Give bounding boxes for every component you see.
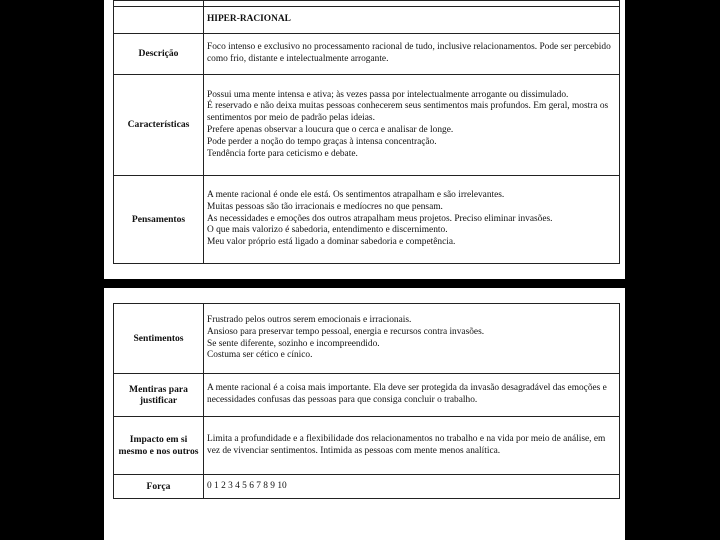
row-label-impacto: Impacto em si mesmo e nos outros [114, 417, 204, 475]
row-label-mentiras: Mentiras para justificar [114, 374, 204, 417]
table-row-sentimentos [114, 304, 620, 374]
text-line: O que mais valorizo é sabedoria, entendimento e discernimento. [207, 225, 448, 236]
row-content-sentimentos [204, 304, 620, 374]
text-line: como frio, distante e intelectualmente arrogante. [207, 54, 389, 64]
row-label-caracteristicas: Características [114, 75, 204, 176]
text-line: Pode perder a noção do tempo graças à intensa concentração. [207, 136, 437, 147]
row-content-mentiras [204, 374, 620, 417]
table-row-forca [114, 475, 620, 499]
row-label-forca: Força [114, 475, 204, 499]
text-line: Muitas pessoas são tão irracionais e medíocres no que pensam. [207, 201, 443, 212]
hiper-racional-table-bottom [113, 303, 620, 499]
text-line: Costuma ser cético e cínico. [207, 350, 313, 361]
row-label-pensamentos: Pensamentos [114, 176, 204, 264]
row-content-descricao [204, 34, 620, 75]
text-line: Frustrado pelos outros serem emocionais e irracionais. [207, 314, 412, 325]
table-row-impacto [114, 417, 620, 475]
table-row-mentiras [114, 374, 620, 417]
document-page-bottom [104, 288, 625, 540]
text-line: A mente racional é onde ele está. Os sentimentos atrapalham e são irrelevantes. [207, 190, 505, 200]
text-line: Foco intenso e exclusivo no processamento racional de tudo, inclusive relacionamentos. Pode ser percebido [207, 42, 611, 53]
document-page-top [104, 0, 625, 279]
table-row-descricao [114, 34, 620, 75]
text-line: Meu valor próprio está ligado a dominar sabedoria e competência. [207, 237, 456, 248]
text-line: Prefere apenas observar a loucura que o cerca e analisar de longe. [207, 125, 454, 135]
table-row-caracteristicas [114, 75, 620, 176]
text-line: Ansioso para preservar tempo pessoal, energia e recursos contra invasões. [207, 326, 485, 337]
text-line: A mente racional é a coisa mais importante. Ela deve ser protegida da invasão desagradável das emoções e [207, 383, 607, 394]
text-line: É reservado e não deixa muitas pessoas conhecerem seus sentimentos mais profundos. Em geral, mostra os [207, 101, 609, 112]
text-line: sentimentos por meio de padrão pelas ideias. [207, 113, 375, 124]
text-line: Tendência forte para ceticismo e debate. [207, 148, 358, 159]
row-content-impacto [204, 417, 620, 475]
row-content-caracteristicas [204, 75, 620, 176]
text-line: Possui uma mente intensa e ativa; às vezes passa por intelectualmente arrogante ou dissimulado. [207, 89, 569, 100]
text-line: necessidades confusas das pessoas para que consiga concluir o trabalho. [207, 395, 478, 405]
text-line: Limita a profundidade e a flexibilidade dos relacionamentos no trabalho e na vida por meio de análise, em [207, 433, 606, 444]
row-content-pensamentos [204, 176, 620, 264]
table-title: HIPER-RACIONAL [204, 7, 620, 34]
row-content-forca [204, 475, 620, 499]
row-label-descricao: Descrição [114, 34, 204, 75]
strength-scale: 0 1 2 3 4 5 6 7 8 9 10 [207, 480, 287, 491]
hiper-racional-table-top [113, 0, 620, 264]
text-line: As necessidades e emoções dos outros atrapalham meus projetos. Preciso eliminar invasões. [207, 213, 553, 224]
table-row-pensamentos [114, 176, 620, 264]
text-line: vez de vivenciar sentimentos. Intimida as pessoas com mente menos analítica. [207, 445, 501, 456]
table-header-empty-cell [114, 7, 204, 34]
row-label-sentimentos: Sentimentos [114, 304, 204, 374]
table-row-header [114, 7, 620, 34]
text-line: Se sente diferente, sozinho e incompreendido. [207, 338, 380, 349]
